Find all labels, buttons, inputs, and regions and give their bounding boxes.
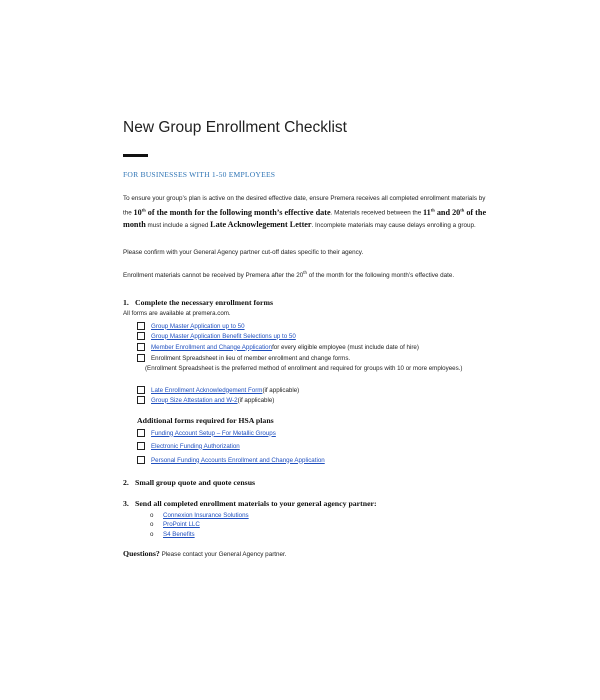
checkbox[interactable] <box>137 322 145 330</box>
form-link[interactable]: Group Size Attestation and W-2 <box>151 396 238 404</box>
deadline-11th-20th: 11th and 20th of the month <box>123 207 487 229</box>
section-1-heading: 1. Complete the necessary enrollment forms <box>123 298 273 307</box>
agency-item[interactable] <box>150 529 195 539</box>
form-link[interactable]: Group Master Application Benefit Selections up to 50 <box>151 332 296 340</box>
checkbox[interactable] <box>137 332 145 340</box>
hsa-heading: Additional forms required for HSA plans <box>137 416 274 425</box>
checkbox[interactable] <box>137 429 145 437</box>
late-letter: Late Acknowlegement Letter <box>210 219 312 229</box>
section-3-heading: 3. Send all completed enrollment materials to your general agency partner: <box>123 499 377 508</box>
bullet-icon: o <box>150 520 154 528</box>
checklist-item[interactable] <box>137 428 276 438</box>
page-title: New Group Enrollment Checklist <box>123 119 347 136</box>
agency-link[interactable]: Connexion Insurance Solutions <box>163 511 249 519</box>
checklist-item[interactable] <box>137 455 325 465</box>
page-subtitle: FOR BUSINESSES WITH 1-50 EMPLOYEES <box>123 170 276 179</box>
form-link[interactable]: Member Enrollment and Change Application <box>151 343 273 351</box>
questions-label: Questions? <box>123 549 160 558</box>
questions-text: Please contact your General Agency partner. <box>159 551 287 558</box>
agency-item[interactable] <box>150 519 200 529</box>
checklist-item[interactable]: Late Enrollment Acknowledgement Form (if applicable) <box>137 385 299 395</box>
intro-text: To ensure your group’s plan is active on the desired effective date, ensure Premera receives all completed enrollment materials by the <box>123 195 486 217</box>
checklist-item[interactable] <box>137 321 245 331</box>
form-link[interactable]: Personal Funding Accounts Enrollment and Change Application <box>151 456 325 464</box>
spreadsheet-note: (Enrollment Spreadsheet is the preferred method of enrollment and required for groups with 10 or more employees.) <box>145 365 463 372</box>
checklist-item[interactable]: Group Size Attestation and W-2 (if applicable) <box>137 395 274 405</box>
form-link[interactable]: Group Master Application up to 50 <box>151 322 245 330</box>
checklist-item[interactable]: Enrollment Spreadsheet in lieu of member enrollment and change forms. <box>137 353 350 363</box>
checklist-item[interactable] <box>137 331 296 341</box>
section-2-heading: 2. Small group quote and quote census <box>123 478 256 487</box>
form-link[interactable]: Electronic Funding Authorization <box>151 442 240 450</box>
agency-link[interactable]: ProPoint LLC <box>163 520 200 528</box>
questions-line <box>123 549 287 558</box>
forms-note: All forms are available at premera.com. <box>123 310 231 317</box>
form-link[interactable]: Funding Account Setup – For Metallic Groups <box>151 429 276 437</box>
intro-paragraph-3: Enrollment materials cannot be received by Premera after the 20th of the month for the following month’s effective date. <box>123 270 455 280</box>
checkbox[interactable] <box>137 456 145 464</box>
intro-paragraph-2: Please confirm with your General Agency partner cut-off dates specific to their agency. <box>123 249 364 256</box>
title-rule <box>123 154 148 157</box>
agency-link[interactable]: S4 Benefits <box>163 530 195 538</box>
checklist-item[interactable]: Member Enrollment and Change Application for every eligible employee (must include date of hire) <box>137 342 419 352</box>
bullet-icon: o <box>150 530 154 538</box>
checkbox[interactable] <box>137 386 145 394</box>
form-link[interactable]: Late Enrollment Acknowledgement Form <box>151 386 263 394</box>
checkbox[interactable] <box>137 442 145 450</box>
checkbox[interactable] <box>137 396 145 404</box>
checklist-item[interactable] <box>137 441 240 451</box>
checkbox[interactable] <box>137 354 145 362</box>
intro-paragraph-1: To ensure your group’s plan is active on the desired effective date, ensure Premera receives all completed enrollment materials by the 10th of the month for the following month’s effective date. Materials received between the 11th and 20th of the month must include a signed Late Acknowlegement Letter. Incomplete materials may cause delays enrolling a group. <box>123 195 487 229</box>
bullet-icon: o <box>150 511 154 519</box>
checkbox[interactable] <box>137 343 145 351</box>
deadline-10th: 10th of the month for the following month’s effective date <box>133 207 331 217</box>
